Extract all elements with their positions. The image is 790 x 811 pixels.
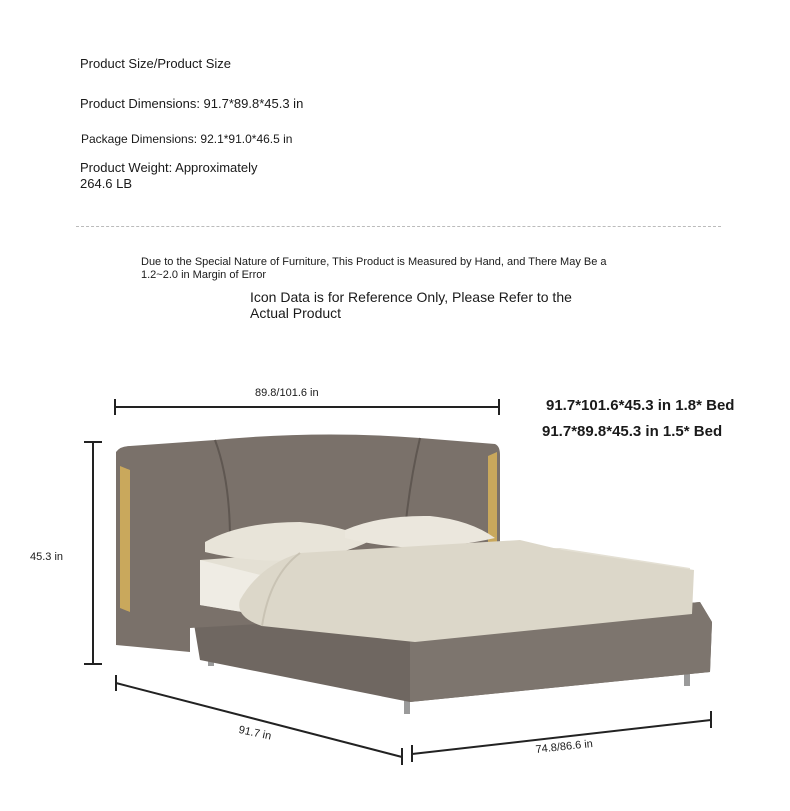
width-dimension-line — [115, 399, 499, 415]
product-weight-value: 264.6 LB — [80, 176, 133, 191]
package-dimensions: Package Dimensions: 92.1*91.0*46.5 in — [81, 132, 293, 146]
bed-illustration — [116, 434, 712, 714]
reference-note-cont: Actual Product — [250, 305, 342, 321]
width-label: 89.8/101.6 in — [255, 387, 319, 399]
bed-size-large: 91.7*101.6*45.3 in 1.8* Bed — [546, 397, 735, 414]
height-dimension-line — [84, 442, 102, 664]
measurement-note: Due to the Special Nature of Furniture, This Product is Measured by Hand, and There May Be a — [141, 256, 607, 268]
reference-note: Icon Data is for Reference Only, Please Refer to the — [250, 289, 572, 305]
product-weight-label: Product Weight: Approximately — [80, 160, 258, 175]
depth-label: 74.8/86.6 in — [535, 737, 594, 756]
brass-trim — [120, 466, 130, 612]
length-label: 91.7 in — [237, 724, 273, 743]
depth-dimension-line — [412, 711, 711, 762]
product-dimensions: Product Dimensions: 91.7*89.8*45.3 in — [80, 96, 304, 111]
bed-size-small: 91.7*89.8*45.3 in 1.5* Bed — [542, 423, 723, 440]
height-label: 45.3 in — [30, 551, 64, 563]
size-heading: Product Size/Product Size — [80, 56, 232, 71]
margin-of-error-note: 1.2~2.0 in Margin of Error — [141, 269, 267, 281]
